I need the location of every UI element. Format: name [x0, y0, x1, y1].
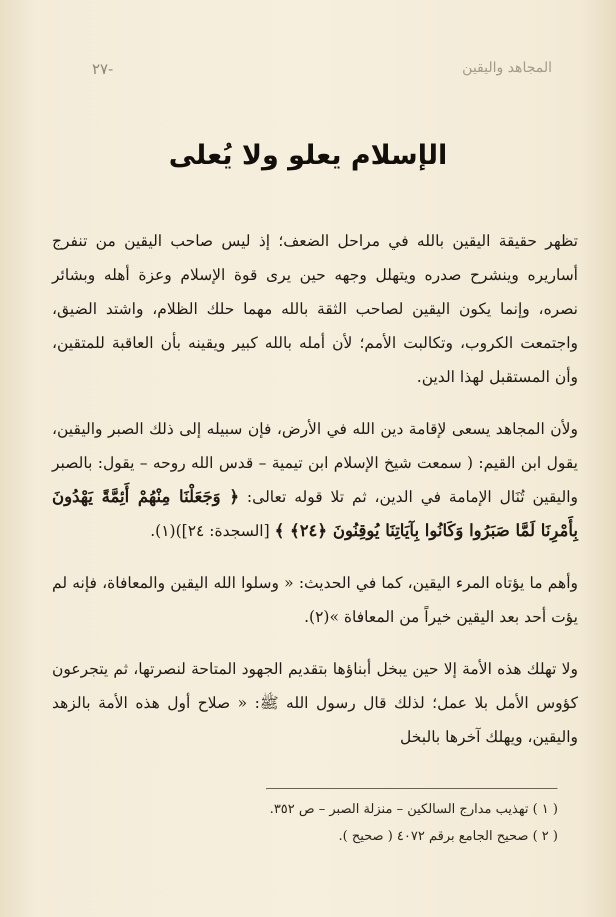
paragraph-3: وأهم ما يؤتاه المرء اليقين، كما في الحديث: « وسلوا الله اليقين والمعافاة، فإنه لم يؤت أحد بعد اليقين خيراً من المعافاة »(٢).: [52, 574, 578, 626]
paragraph-2: [52, 412, 578, 548]
running-header: المجاهد واليقين: [462, 60, 552, 76]
paragraph-1: تظهر حقيقة اليقين بالله في مراحل الضعف؛ إذ ليس صاحب اليقين من تنفرج أساريره وينشرح صدره ويتهلل وجهه حين يرى قوة الإسلام وعزة أهله وبشائر نصره، وإنما يكون اليقين لصاحب الثقة بالله مهما حلك الظلام، واشتد الضيق، واجتمعت الكروب، وتكالبت الأمم؛ لأن أمله بالله كبير ويقينه بأن العاقبة للمتقين، وأن المستقبل لهذا الدين.: [52, 232, 578, 386]
verse-citation: [السجدة: ٢٤])(١).: [150, 522, 275, 540]
footnotes: [78, 796, 558, 850]
page-number: ٢٧-: [92, 60, 114, 78]
footnote-separator: [266, 788, 558, 790]
paragraph-4: ولا تهلك هذه الأمة إلا حين يبخل أبناؤها بتقديم الجهود المتاحة لنصرتها، ثم يتجرعون كؤوس الأمل بلا عمل؛ لذلك قال رسول الله ﷺ: « صلاح أول هذه الأمة بالزهد واليقين، ويهلك آخرها بالبخل: [52, 660, 578, 746]
footnote-1: ( ١ ) تهذيب مدارج السالكين – منزلة الصبر – ص ٣٥٢.: [269, 802, 558, 817]
paragraph-2-intro: ولأن المجاهد يسعى لإقامة دين الله في الأرض، فإن سبيله إلى ذلك الصبر واليقين، يقول ابن القيم: ( سمعت شيخ الإسلام ابن تيمية – قدس الله روحه – يقول: بالصبر واليقين تُنَال الإمامة في الدين، ثم تلا قوله تعالى:: [52, 420, 578, 506]
footnote-2: ( ٢ ) صحيح الجامع برقم ٤٠٧٢ ( صحيح ).: [338, 829, 558, 844]
chapter-title: الإسلام يعلو ولا يُعلى: [168, 140, 448, 171]
quran-verse: ﴿ وَجَعَلْنَا مِنْهُمْ أَئِمَّةً يَهْدُونَ بِأَمْرِنَا لَمَّا صَبَرُوا وَكَانُوا بِآيَاتِنَا يُوقِنُونَ ﴿٢٤﴾ ﴾: [52, 487, 578, 540]
body-text: [52, 224, 578, 772]
